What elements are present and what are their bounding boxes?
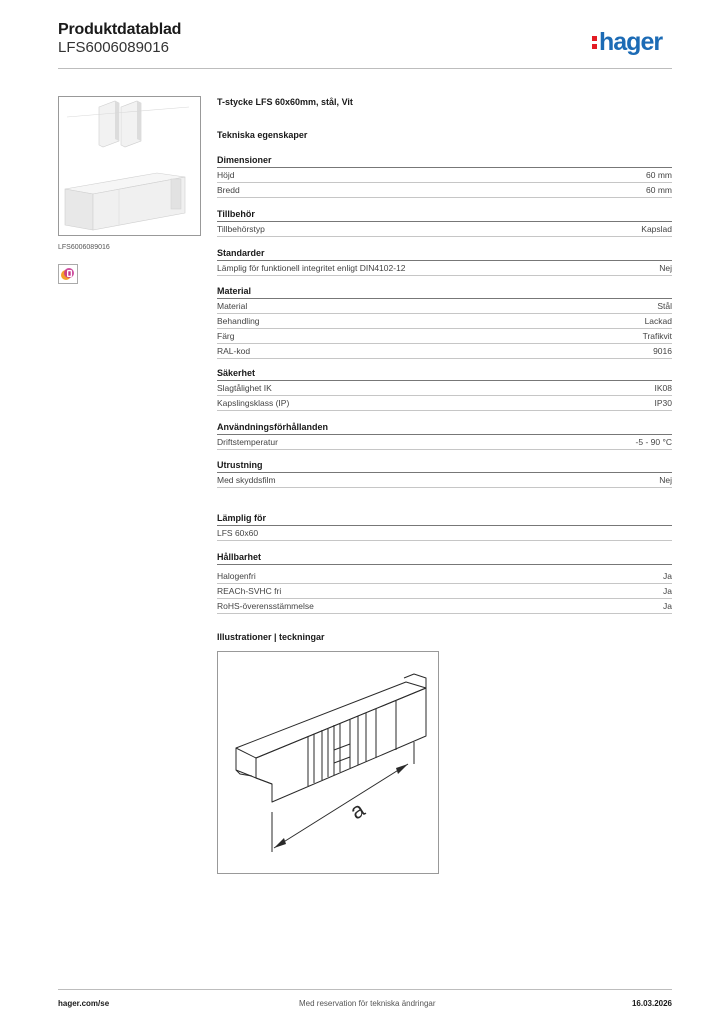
product-photo-image <box>59 97 200 235</box>
spec-row <box>217 183 672 198</box>
spec-label: Med skyddsfilm <box>217 475 276 485</box>
logo-text: hager <box>599 28 663 56</box>
spec-value: 9016 <box>653 346 672 356</box>
spec-label: Tillbehörstyp <box>217 224 265 234</box>
page-title: Produktdatablad <box>58 21 182 38</box>
spec-label: Lämplig för funktionell integritet enligt DIN4102-12 <box>217 263 406 273</box>
group-title: Dimensioner <box>217 155 672 168</box>
technical-drawing <box>217 651 439 874</box>
photo-caption: LFS6006089016 <box>58 244 110 251</box>
group-title: Lämplig för <box>217 513 672 526</box>
group-hallbarhet <box>217 552 672 614</box>
spec-value: Nej <box>659 263 672 273</box>
spec-value: Lackad <box>644 316 672 326</box>
spec-row <box>217 381 672 396</box>
illustrations-heading: Illustrationer | teckningar <box>217 632 325 642</box>
group-title: Standarder <box>217 248 672 261</box>
product-photo <box>58 96 201 236</box>
section-heading: Tekniska egenskaper <box>217 130 308 140</box>
spec-label: Bredd <box>217 185 240 195</box>
spec-label: Behandling <box>217 316 260 326</box>
group-title: Utrustning <box>217 460 672 473</box>
spec-value: Ja <box>663 601 672 611</box>
spec-row <box>217 314 672 329</box>
footer-divider <box>58 989 672 990</box>
spec-row <box>217 168 672 183</box>
footer-date: 16.03.2026 <box>631 999 672 1008</box>
spec-row <box>217 329 672 344</box>
spec-label: LFS 60x60 <box>217 528 259 538</box>
spec-value: -5 - 90 °C <box>635 437 672 447</box>
spec-row <box>217 222 672 237</box>
product-title: T-stycke LFS 60x60mm, stål, Vit <box>217 97 353 107</box>
group-standarder <box>217 248 672 276</box>
spec-label: Driftstemperatur <box>217 437 278 447</box>
spec-value: 60 mm <box>646 185 672 195</box>
hager-logo <box>592 28 662 57</box>
eco-label-icon <box>58 264 78 284</box>
spec-row <box>217 526 672 541</box>
group-title: Material <box>217 286 672 299</box>
logo-dots-icon <box>592 33 597 51</box>
group-title: Hållbarhet <box>217 552 672 565</box>
spec-label: Halogenfri <box>217 571 256 581</box>
group-dimensioner <box>217 155 672 198</box>
spec-row <box>217 435 672 450</box>
technical-drawing-image <box>218 652 438 873</box>
group-title: Tillbehör <box>217 209 672 222</box>
spec-label: Höjd <box>217 170 235 180</box>
spec-label: REACh-SVHC fri <box>217 586 282 596</box>
group-anvandningsforhallanden <box>217 422 672 450</box>
spec-value: IK08 <box>654 383 672 393</box>
article-number: LFS6006089016 <box>58 39 169 56</box>
spec-value: 60 mm <box>646 170 672 180</box>
spec-label: Färg <box>217 331 235 341</box>
group-tillbehor <box>217 209 672 237</box>
spec-label: Slagtålighet IK <box>217 383 272 393</box>
spec-value: IP30 <box>654 398 672 408</box>
spec-value: Kapslad <box>641 224 672 234</box>
spec-row <box>217 261 672 276</box>
spec-label: RoHS-överensstämmelse <box>217 601 314 611</box>
spec-label: Material <box>217 301 248 311</box>
group-sakerhet <box>217 368 672 411</box>
spec-value: Ja <box>663 586 672 596</box>
spec-value: Nej <box>659 475 672 485</box>
group-title: Säkerhet <box>217 368 672 381</box>
spec-row <box>217 344 672 359</box>
footer-note: Med reservation för tekniska ändringar <box>299 999 436 1008</box>
dimension-label: a <box>345 796 370 825</box>
spec-row <box>217 599 672 614</box>
spec-row <box>217 473 672 488</box>
header-divider <box>58 68 672 69</box>
spec-row <box>217 584 672 599</box>
spec-label: Kapslingsklass (IP) <box>217 398 290 408</box>
group-material <box>217 286 672 359</box>
spec-row <box>217 569 672 584</box>
spec-value: Trafikvit <box>642 331 672 341</box>
spec-value: Stål <box>657 301 672 311</box>
group-title: Användningsförhållanden <box>217 422 672 435</box>
group-utrustning <box>217 460 672 488</box>
spec-label: RAL-kod <box>217 346 251 356</box>
group-lamplig-for <box>217 513 672 541</box>
spec-value: Ja <box>663 571 672 581</box>
footer-website[interactable]: hager.com/se <box>58 999 110 1008</box>
spec-row <box>217 299 672 314</box>
spec-row <box>217 396 672 411</box>
